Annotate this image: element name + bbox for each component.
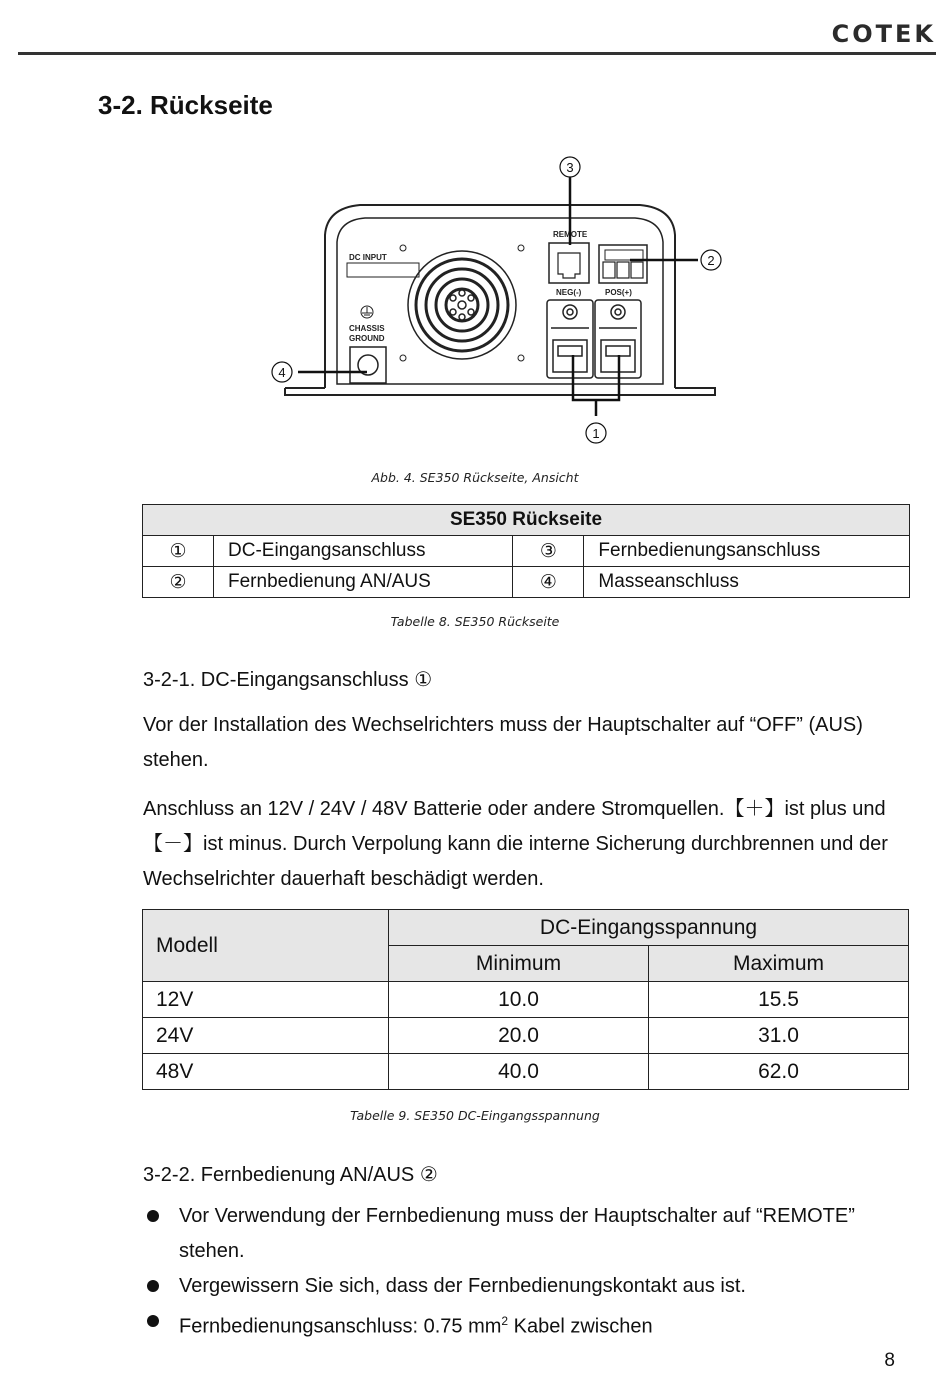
table9-max: 15.5 [649, 982, 909, 1018]
table8-text: Masseanschluss [584, 567, 910, 598]
table9-model: 12V [143, 982, 389, 1018]
bullet-text: Fernbedienungsanschluss: 0.75 mm [179, 1315, 502, 1338]
bullet-text: Kabel zwischen [508, 1315, 653, 1338]
table9-min: 10.0 [389, 982, 649, 1018]
rear-panel-figure [265, 150, 735, 450]
callout-3-label: 3 [566, 160, 574, 175]
section-title: 3-2. Rückseite [98, 90, 273, 120]
ground-terminal [350, 347, 386, 383]
dc-terminals [547, 300, 641, 378]
callout-2-label: 2 [707, 253, 715, 268]
bullet-icon [147, 1315, 159, 1327]
subsection-heading-remote: 3-2-2. Fernbedienung AN/AUS ② [143, 1164, 438, 1186]
callout-1-label: 1 [592, 426, 600, 441]
bullet-icon [147, 1280, 159, 1292]
table-row [143, 1054, 909, 1090]
table8-num: ② [143, 567, 214, 598]
table-se350-rueckseite [142, 504, 910, 598]
ground-label: GROUND [349, 334, 385, 343]
table9-max: 62.0 [649, 1054, 909, 1090]
table8-num: ③ [513, 536, 584, 567]
table9-header-group: DC-Eingangsspannung [389, 910, 909, 946]
remote-on-off-terminal [599, 245, 647, 283]
table-row [143, 1018, 909, 1054]
table8-caption: Tabelle 8. SE350 Rückseite [390, 614, 560, 629]
figure-caption: Abb. 4. SE350 Rückseite, Ansicht [371, 470, 579, 485]
subsection-heading-dc-input: 3-2-1. DC-Eingangsanschluss ① [143, 669, 433, 691]
table8-num: ④ [513, 567, 584, 598]
list-item [143, 1269, 903, 1304]
table-dc-input-voltage [142, 909, 909, 1090]
table9-min: 20.0 [389, 1018, 649, 1054]
table-row [143, 982, 909, 1018]
list-item [143, 1199, 903, 1269]
header-rule [18, 52, 936, 55]
rear-panel-drawing [265, 150, 735, 450]
table8-text: Fernbedienung AN/AUS [214, 567, 513, 598]
pos-label: POS(+) [605, 288, 632, 297]
table9-model: 48V [143, 1054, 389, 1090]
remote-bullet-list [143, 1199, 903, 1345]
bullet-icon [147, 1210, 159, 1222]
list-item [143, 1304, 903, 1345]
table-row [143, 567, 910, 598]
remote-port [549, 243, 589, 283]
table8-text: DC-Eingangsanschluss [214, 536, 513, 567]
paragraph-battery-connection: Anschluss an 12V / 24V / 48V Batterie oder andere Stromquellen.【＋】ist plus und 【－】ist minus. Durch Verpolung kann die interne Sicherung durchbrennen und der Wechselrichter dauerhaft beschädigt werden. [143, 798, 888, 890]
base-flange [285, 388, 715, 395]
table9-min: 40.0 [389, 1054, 649, 1090]
superscript: 2 [501, 1314, 509, 1328]
cotek-logo: COTEK [831, 20, 936, 48]
chassis-label: CHASSIS [349, 324, 385, 333]
table9-header-min: Minimum [389, 946, 649, 982]
neg-label: NEG(-) [556, 288, 582, 297]
table9-header-model: Modell [143, 910, 389, 982]
table8-num: ① [143, 536, 214, 567]
table8-title: SE350 Rückseite [143, 505, 910, 536]
table9-max: 31.0 [649, 1018, 909, 1054]
table9-model: 24V [143, 1018, 389, 1054]
remote-label: REMOTE [553, 230, 588, 239]
table9-caption: Tabelle 9. SE350 DC-Eingangsspannung [350, 1108, 600, 1123]
paragraph-main-switch: Vor der Installation des Wechselrichters muss der Hauptschalter auf “OFF” (AUS) stehen. [143, 714, 863, 771]
table8-text: Fernbedienungsanschluss [584, 536, 910, 567]
bullet-text: Vor Verwendung der Fernbedienung muss der Hauptschalter auf “REMOTE” stehen. [179, 1205, 855, 1262]
page-number: 8 [884, 1350, 895, 1371]
callout-4-label: 4 [278, 365, 286, 380]
table9-header-max: Maximum [649, 946, 909, 982]
table-row [143, 536, 910, 567]
bullet-text: Vergewissern Sie sich, dass der Fernbedienungskontakt aus ist. [179, 1275, 746, 1297]
dc-input-label: DC INPUT [349, 253, 387, 262]
